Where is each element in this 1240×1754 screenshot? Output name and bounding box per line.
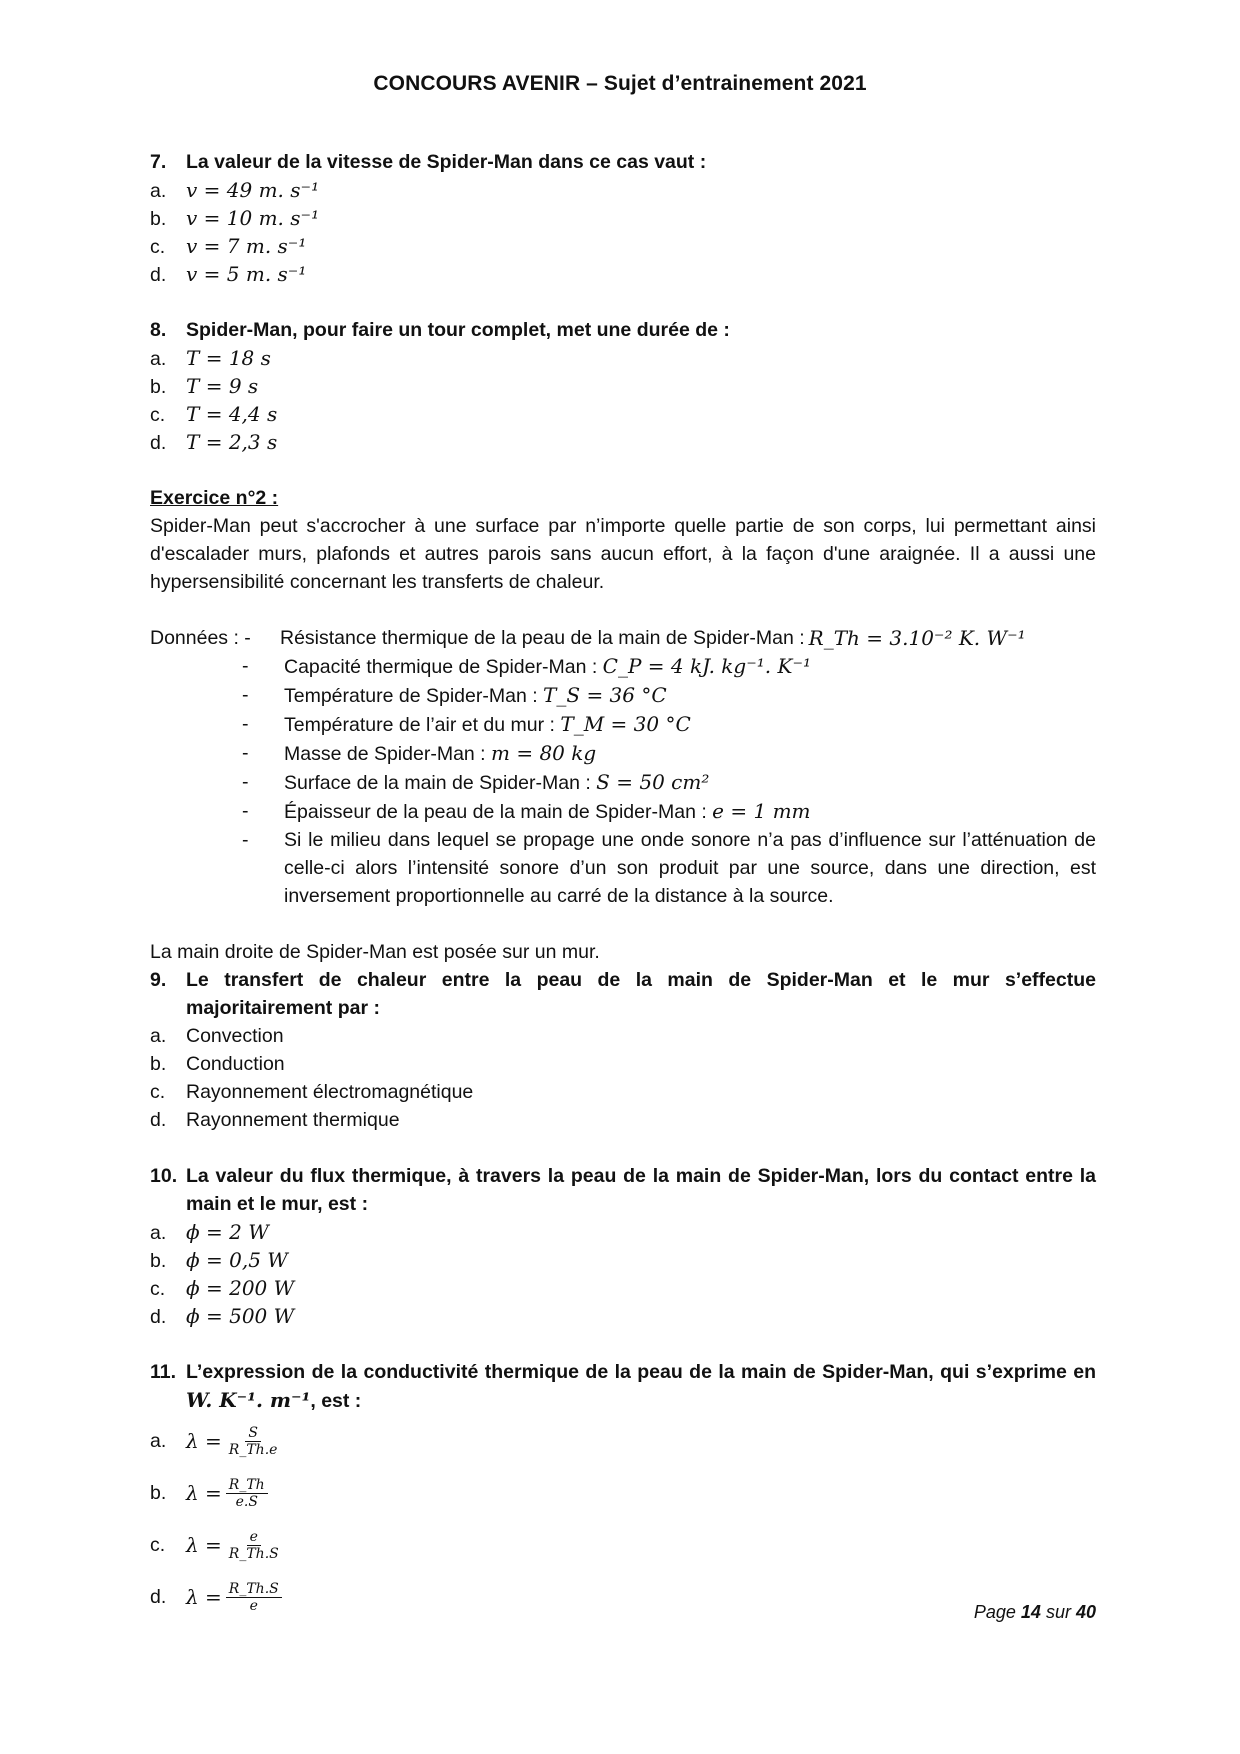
option-value: ϕ = 2 W: [186, 1220, 269, 1244]
option-letter: c.: [150, 1081, 166, 1103]
data-math: R_Th = 3.10⁻² K. W⁻¹: [808, 626, 1026, 650]
exercise-intro: Spider-Man peut s'accrocher à une surface par n’importe quelle partie de son corps, lui permettant ainsi d'escalader murs, plafonds et autres parois sans aucun effort, à la façon d'une araignée. Il a aussi une hypersensibilité concernant les transferts de chaleur.: [150, 515, 1096, 593]
option-letter: b.: [150, 1482, 167, 1504]
exercise-2: [150, 484, 1096, 966]
option-a: [150, 176, 1096, 204]
option-letter: b.: [150, 1053, 167, 1075]
option-c: [150, 400, 1096, 428]
bullet-dash: -: [242, 771, 249, 793]
option-value: T = 9 s: [186, 374, 259, 398]
option-lhs: λ =: [186, 1429, 222, 1453]
data-text: Résistance thermique de la peau de la main de Spider-Man :: [280, 627, 805, 649]
question-text: L’expression de la conductivité thermique de la peau de la main de Spider-Man, qui s’exprime en: [186, 1361, 1096, 1383]
option-value: T = 18 s: [186, 346, 271, 370]
question-number: 9.: [150, 969, 167, 991]
option-letter: a.: [150, 180, 167, 202]
option-value: Rayonnement thermique: [186, 1109, 400, 1131]
option-letter: c.: [150, 1534, 166, 1556]
option-d: [150, 260, 1096, 288]
question-7: [150, 148, 1096, 288]
option-c: [150, 1519, 1096, 1571]
page-footer: [974, 1602, 1096, 1623]
data-text: Température de Spider-Man :: [284, 685, 544, 707]
page-header: CONCOURS AVENIR – Sujet d’entrainement 2021: [373, 72, 867, 95]
option-lhs: λ =: [186, 1481, 222, 1505]
option-c: [150, 232, 1096, 260]
option-b: [150, 1050, 1096, 1078]
fraction: [226, 1425, 281, 1458]
option-c: [150, 1274, 1096, 1302]
fraction: [226, 1477, 268, 1510]
option-d: [150, 428, 1096, 456]
option-letter: b.: [150, 208, 167, 230]
question-11: [150, 1358, 1096, 1623]
option-value: ϕ = 500 W: [186, 1304, 295, 1328]
option-value: v = 49 m. s⁻¹: [186, 178, 320, 202]
footer-prefix: Page: [973, 1602, 1021, 1622]
fraction-denominator: e: [249, 1597, 258, 1614]
option-letter: d.: [150, 264, 167, 286]
footer-middle: sur: [1040, 1602, 1076, 1622]
option-letter: b.: [150, 1250, 167, 1272]
option-letter: a.: [150, 1430, 167, 1452]
question-text: La valeur du flux thermique, à travers la peau de la main de Spider-Man, lors du contact entre la main et le mur, est :: [186, 1165, 1096, 1215]
data-math: e = 1 mm: [712, 799, 811, 823]
option-value: v = 7 m. s⁻¹: [186, 234, 307, 258]
option-value: Rayonnement électromagnétique: [186, 1081, 474, 1103]
page-content: [150, 148, 1096, 1623]
data-text: Capacité thermique de Spider-Man :: [284, 656, 603, 678]
fraction-numerator: R_Th: [226, 1477, 268, 1494]
option-letter: b.: [150, 376, 167, 398]
option-b: [150, 204, 1096, 232]
data-math: C_P = 4 kJ. kg⁻¹. K⁻¹: [602, 654, 812, 678]
footer-page-number: 14: [1020, 1602, 1041, 1622]
option-a: [150, 1415, 1096, 1467]
bullet-dash: -: [242, 713, 249, 735]
data-item: [150, 652, 1096, 681]
option-c: [150, 1078, 1096, 1106]
question-text: La valeur de la vitesse de Spider-Man dans ce cas vaut :: [186, 151, 707, 173]
option-a: [150, 344, 1096, 372]
data-text: Surface de la main de Spider-Man :: [284, 772, 597, 794]
fraction-numerator: R_Th.S: [226, 1581, 282, 1598]
fraction: [226, 1529, 282, 1562]
fraction-denominator: R_Th.e: [228, 1441, 278, 1458]
question-number: 7.: [150, 151, 167, 173]
option-value: T = 2,3 s: [186, 430, 278, 454]
data-text: Masse de Spider-Man :: [284, 743, 492, 765]
data-math: S = 50 cm²: [596, 770, 710, 794]
option-d: [150, 1302, 1096, 1330]
option-value: T = 4,4 s: [186, 402, 278, 426]
exercise-context: La main droite de Spider-Man est posée sur un mur.: [150, 941, 600, 963]
question-8: [150, 316, 1096, 456]
option-lhs: λ =: [186, 1533, 222, 1557]
option-b: [150, 372, 1096, 400]
option-letter: d.: [150, 1306, 167, 1328]
data-item: [150, 624, 1096, 652]
question-text-end: , est :: [310, 1390, 362, 1412]
bullet-dash: -: [242, 829, 249, 851]
question-10: [150, 1162, 1096, 1330]
option-value: Convection: [186, 1025, 284, 1047]
data-item: [150, 826, 1096, 910]
option-lhs: λ =: [186, 1585, 222, 1609]
bullet-dash: -: [242, 800, 249, 822]
option-b: [150, 1246, 1096, 1274]
option-letter: a.: [150, 1025, 167, 1047]
option-d: [150, 1106, 1096, 1134]
data-item: [150, 797, 1096, 826]
option-letter: c.: [150, 1278, 166, 1300]
data-item: [150, 681, 1096, 710]
data-math: T_S = 36 °C: [543, 683, 667, 707]
fraction: [226, 1581, 282, 1614]
footer-page-total: 40: [1075, 1602, 1096, 1622]
data-math: m = 80 kg: [491, 741, 597, 765]
bullet-dash: -: [242, 655, 249, 677]
option-letter: d.: [150, 1586, 167, 1608]
option-letter: a.: [150, 348, 167, 370]
question-unit: W. K⁻¹. m⁻¹: [186, 1388, 311, 1412]
question-number: 10.: [150, 1165, 178, 1187]
data-item: [150, 710, 1096, 739]
question-9: [150, 966, 1096, 1134]
option-d: [150, 1571, 1096, 1623]
fraction-denominator: e.S: [235, 1493, 258, 1510]
data-label: Données : -: [150, 627, 251, 649]
option-letter: d.: [150, 1109, 167, 1131]
question-text: Spider-Man, pour faire un tour complet, met une durée de :: [186, 319, 730, 341]
question-number: 8.: [150, 319, 167, 341]
option-letter: c.: [150, 404, 166, 426]
data-text: Température de l’air et du mur :: [284, 714, 561, 736]
data-math: T_M = 30 °C: [560, 712, 691, 736]
option-value: Conduction: [186, 1053, 285, 1075]
fraction-numerator: S: [245, 1425, 261, 1442]
bullet-dash: -: [242, 742, 249, 764]
fraction-denominator: R_Th.S: [228, 1545, 279, 1562]
option-letter: d.: [150, 432, 167, 454]
data-item: [150, 768, 1096, 797]
option-letter: c.: [150, 236, 166, 258]
option-letter: a.: [150, 1222, 167, 1244]
question-text: Le transfert de chaleur entre la peau de la main de Spider-Man et le mur s’effectue majoritairement par :: [186, 969, 1096, 1019]
data-item: [150, 739, 1096, 768]
data-list: [150, 624, 1096, 910]
option-value: ϕ = 200 W: [186, 1276, 295, 1300]
option-value: v = 10 m. s⁻¹: [186, 206, 320, 230]
question-number: 11.: [150, 1361, 177, 1383]
exercise-title: Exercice n°2 :: [150, 487, 279, 509]
fraction-numerator: e: [247, 1529, 261, 1546]
data-text: Si le milieu dans lequel se propage une onde sonore n’a pas d’influence sur l’atténuation de celle-ci alors l’intensité sonore d’un son produit par une source, dans une direction, est inversement proportionnelle au carré de la distance à la source.: [284, 829, 1096, 907]
option-a: [150, 1022, 1096, 1050]
option-value: v = 5 m. s⁻¹: [186, 262, 307, 286]
option-a: [150, 1218, 1096, 1246]
bullet-dash: -: [242, 684, 249, 706]
data-text: Épaisseur de la peau de la main de Spider-Man :: [284, 801, 713, 823]
option-b: [150, 1467, 1096, 1519]
option-value: ϕ = 0,5 W: [186, 1248, 288, 1272]
